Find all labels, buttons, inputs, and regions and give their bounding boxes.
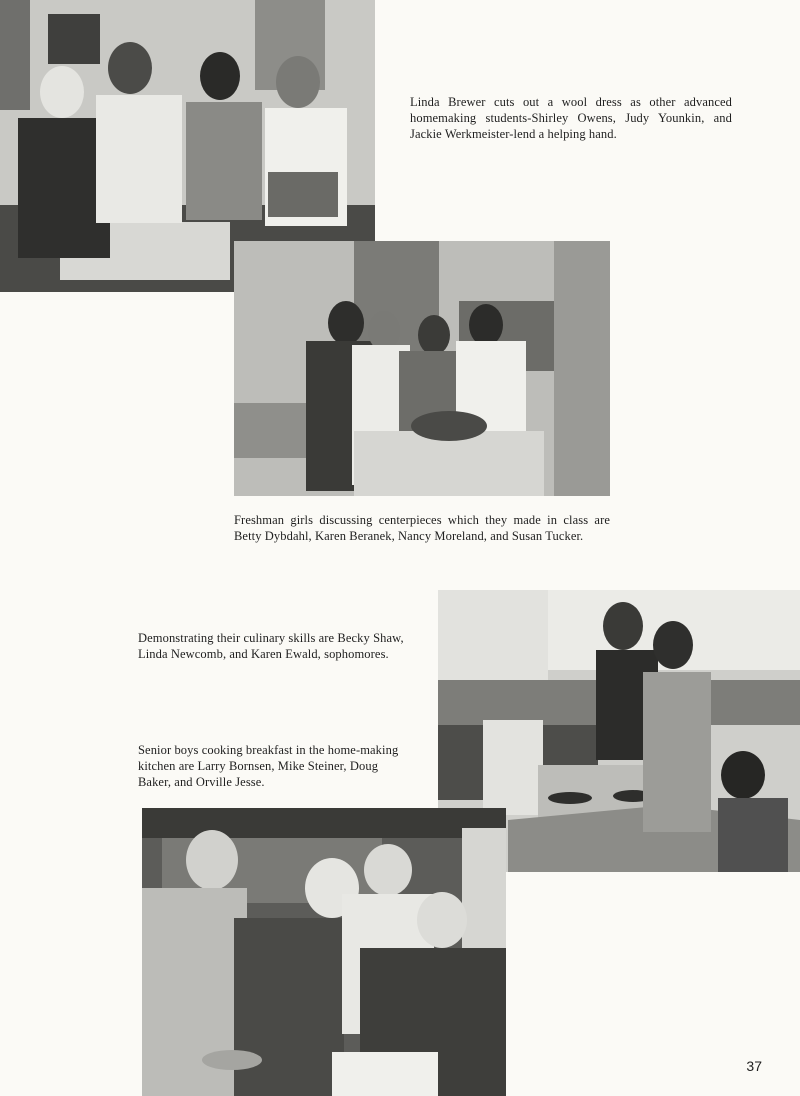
page-number: 37	[746, 1058, 762, 1074]
photo-freshman-girls	[234, 241, 610, 496]
caption-seniors: Senior boys cooking breakfast in the home-making kitchen are Larry Bornsen, Mike Steiner, Doug Baker, and Orville Jesse.	[138, 743, 399, 789]
caption-freshman: Freshman girls discussing centerpieces which they made in class are Betty Dybdahl, Karen Beranek, Nancy Moreland, and Susan Tucker.	[234, 513, 610, 543]
caption-culinary: Demonstrating their culinary skills are Becky Shaw, Linda Newcomb, and Karen Ewald, sophomores.	[138, 631, 404, 661]
caption-sewing: Linda Brewer cuts out a wool dress as other advanced homemaking students-Shirley Owens, Judy Younkin, and Jackie Werkmeister-lend a helping hand.	[410, 95, 732, 141]
photo-senior-boys	[142, 808, 506, 1096]
photo-senior-boys-image	[142, 808, 506, 1096]
photo-freshman-girls-image	[234, 241, 610, 496]
